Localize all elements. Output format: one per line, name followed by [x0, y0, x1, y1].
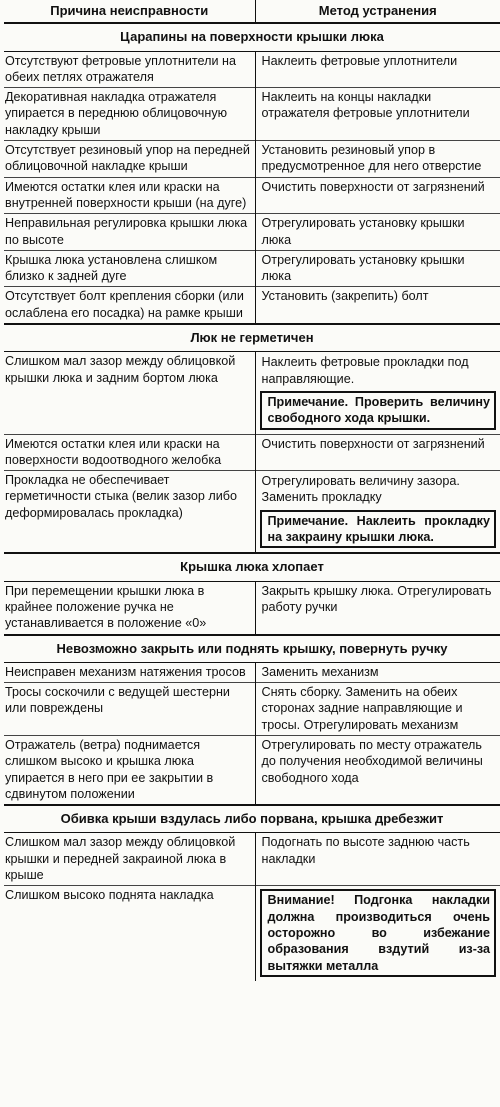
fix-cell [255, 471, 500, 554]
header-fix: Метод устранения [255, 0, 500, 23]
table-row [4, 141, 500, 178]
table-row [4, 287, 500, 324]
troubleshooting-table [4, 0, 500, 981]
section-header [4, 635, 500, 663]
section-header [4, 805, 500, 833]
cause-cell: При перемещении крышки люка в крайнее положение ручка не устанавливается в положение «0» [4, 581, 255, 634]
fix-text: Установить (закрепить) болт [261, 289, 429, 304]
table-row [4, 886, 500, 981]
table-row [4, 833, 500, 886]
fix-text: Подогнать по высоте заднюю часть накладки [261, 835, 470, 866]
fix-cell [255, 581, 500, 634]
fix-text: Отрегулировать установку крышки люка [261, 252, 465, 284]
table-row [4, 471, 500, 554]
table-row [4, 352, 500, 434]
cause-cell: Неисправен механизм натяжения тросов [4, 662, 255, 682]
table-row [4, 683, 500, 736]
table-row [4, 51, 500, 88]
note-box: Примечание. Наклеить прокладку на закраину крышки люка. [260, 510, 497, 549]
fix-cell [255, 88, 500, 141]
cause-cell: Имеются остатки клея или краски на поверхности водоотводного желобка [4, 434, 255, 471]
section-title: Крышка люка хлопает [4, 553, 500, 581]
table-row [4, 581, 500, 634]
cause-cell: Имеются остатки клея или краски на внутренней поверхности крыши (на дуге) [4, 177, 255, 214]
cause-cell: Отсутствуют фетровые уплотнители на обеих петлях отражателя [4, 51, 255, 88]
fix-text: Закрыть крышку люка. Отрегулировать работу ручки [261, 583, 492, 614]
note-box: Внимание! Подгонка накладки должна производиться очень осторожно во избежание образования вздутий из-за вытяжки металла [260, 889, 497, 976]
section-header [4, 23, 500, 51]
fix-text: Наклеить на концы накладки отражателя фетровые уплотнители [261, 90, 470, 121]
table-row [4, 434, 500, 471]
fix-cell [255, 250, 500, 287]
cause-cell: Прокладка не обеспечивает герметичности стыка (велик зазор либо деформировалась прокладка) [4, 471, 255, 554]
table-row [4, 735, 500, 805]
table-header-row [4, 0, 500, 23]
fix-cell [255, 177, 500, 214]
header-cause: Причина неисправности [4, 0, 255, 23]
fix-text: Отрегулировать величину зазора. Заменить прокладку [261, 474, 460, 505]
table-row [4, 250, 500, 287]
fix-cell [255, 683, 500, 736]
fix-text: Отрегулировать по месту отражатель до получения необходимой величины свободного хода [261, 737, 483, 785]
section-title: Царапины на поверхности крышки люка [4, 23, 500, 51]
cause-cell: Слишком мал зазор между облицовкой крышки люка и задним бортом люка [4, 352, 255, 434]
fix-text: Снять сборку. Заменить на обеих сторонах задние направляющие и тросы. Отрегулировать механизм [261, 685, 463, 732]
cause-cell: Крышка люка установлена слишком близко к задней дуге [4, 250, 255, 287]
fix-cell [255, 287, 500, 324]
fix-cell [255, 214, 500, 251]
cause-cell: Неправильная регулировка крышки люка по высоте [4, 214, 255, 251]
table-row [4, 214, 500, 251]
fix-cell [255, 434, 500, 471]
fix-text: Очистить поверхности от загрязнений [261, 179, 485, 194]
section-header [4, 553, 500, 581]
fix-text: Отрегулировать установку крышки люка [261, 216, 465, 247]
fix-cell [255, 51, 500, 88]
fix-text: Очистить поверхности от загрязнений [261, 436, 485, 451]
table-body [4, 23, 500, 981]
fix-text: Установить резиновый упор в предусмотренное для него отверстие [261, 143, 482, 174]
cause-cell: Тросы соскочили с ведущей шестерни или повреждены [4, 683, 255, 736]
fix-cell [255, 352, 500, 434]
fix-text: Заменить механизм [261, 664, 379, 679]
table-row [4, 662, 500, 682]
fix-cell [255, 886, 500, 981]
cause-cell: Отсутствует резиновый упор на передней облицовочной накладке крыши [4, 141, 255, 178]
section-title: Невозможно закрыть или поднять крышку, повернуть ручку [4, 635, 500, 663]
fix-cell [255, 141, 500, 178]
cause-cell: Отражатель (ветра) поднимается слишком высоко и крышка люка упирается в него при ее закрытии в сдвинутом положении [4, 735, 255, 805]
fix-cell [255, 662, 500, 682]
cause-cell: Отсутствует болт крепления сборки (или ослаблена его посадка) на рамке крыши [4, 287, 255, 324]
table-row [4, 88, 500, 141]
section-title: Люк не герметичен [4, 324, 500, 352]
section-title: Обивка крыши вздулась либо порвана, крышка дребезжит [4, 805, 500, 833]
fix-text: Наклеить фетровые уплотнители [261, 53, 458, 68]
cause-cell: Слишком высоко поднята накладка [4, 886, 255, 981]
table-row [4, 177, 500, 214]
note-box: Примечание. Проверить величину свободного хода крышки. [260, 391, 497, 430]
section-header [4, 324, 500, 352]
fix-cell [255, 833, 500, 886]
fix-cell [255, 735, 500, 805]
cause-cell: Слишком мал зазор между облицовкой крышки и передней закраиной люка в крыше [4, 833, 255, 886]
cause-cell: Декоративная накладка отражателя упирается в переднюю облицовочную накладку крыши [4, 88, 255, 141]
fix-text: Наклеить фетровые прокладки под направляющие. [261, 355, 469, 386]
